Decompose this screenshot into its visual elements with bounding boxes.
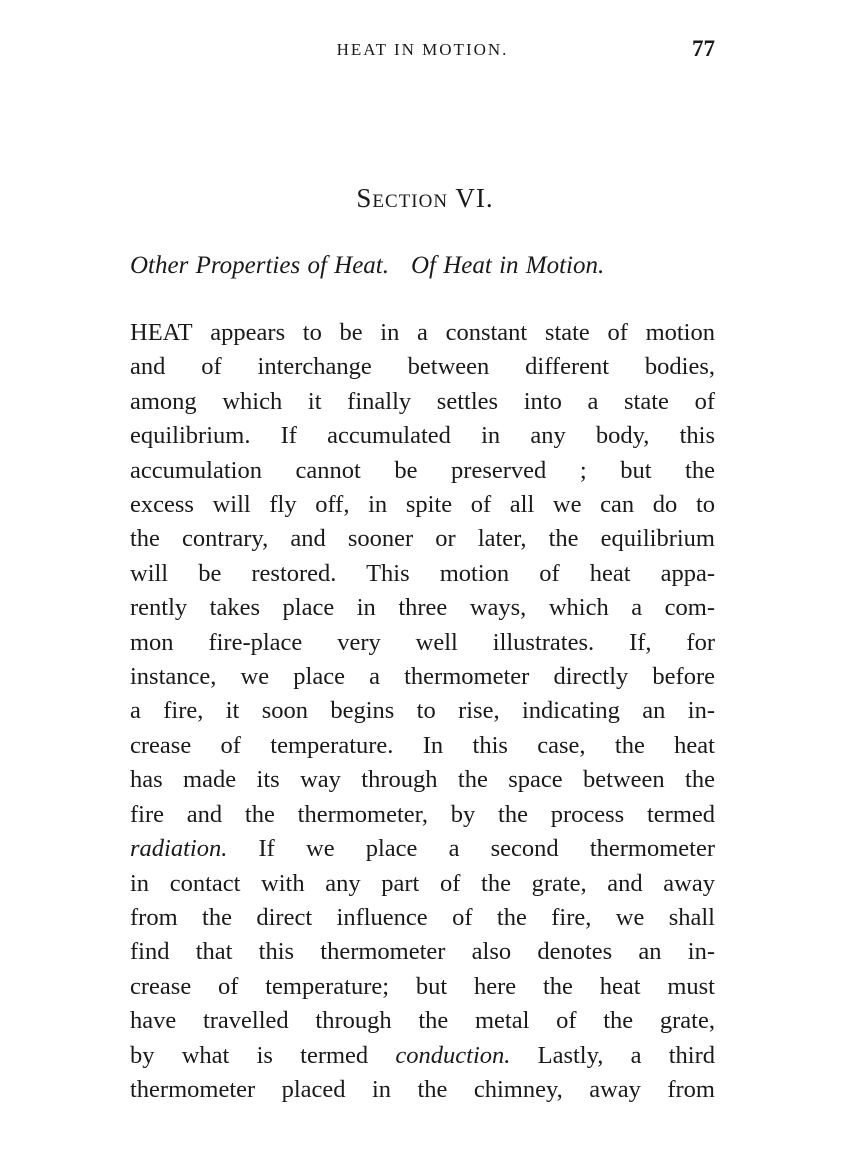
text-line: accumulation cannot be preserved ; but the [130,456,715,484]
text-line: a fire, it soon begins to rise, indicating an in- [130,697,715,725]
text-line: instance, we place a thermometer directly before [130,663,715,691]
body-text [130,316,715,1107]
text-line: from the direct influence of the fire, we shall [130,903,715,931]
text-line: have travelled through the metal of the grate, [130,1007,715,1035]
text-line: will be restored. This motion of heat appa- [130,559,715,587]
section-heading [0,183,850,214]
subtitle-part-1: Other Properties of Heat. [130,252,389,279]
running-title: HEAT IN MOTION. [336,40,509,59]
section-subtitle [130,252,715,280]
subtitle-part-2: Of Heat in Motion. [410,252,605,279]
text-line: find that this thermometer also denotes an in- [130,938,715,966]
text-line: equilibrium. If accumulated in any body, this [130,422,715,450]
term-conduction: conduction. [395,1041,511,1069]
text-line: the contrary, and sooner or later, the equilibrium [130,525,715,553]
text-line: rently takes place in three ways, which a com- [130,594,715,622]
text-line: and of interchange between different bodies, [130,353,715,381]
drop-word: HEAT [130,319,193,346]
text-line: excess will fly off, in spite of all we can do to [130,491,715,519]
text-line: crease of temperature. In this case, the heat [130,731,715,759]
text-line: HEAT appears to be in a constant state of motion [130,319,715,346]
section-number: VI. [455,183,494,213]
text-line: has made its way through the space between the [130,766,715,794]
term-radiation: radiation. [130,835,228,863]
text-line: fire and the thermometer, by the process termed [130,800,715,828]
text-line: crease of temperature; but here the heat must [130,972,715,1000]
page-number: 77 [692,36,715,61]
text-line: among which it finally settles into a state of [130,387,715,415]
text-line: in contact with any part of the grate, and away [130,869,715,897]
text-line: by what is termed conduction. Lastly, a third [130,1041,715,1069]
text-line: mon fire-place very well illustrates. If, for [130,628,715,656]
text-line: thermometer placed in the chimney, away from [130,1075,715,1103]
text-line: radiation. If we place a second thermometer [130,835,715,863]
section-label: Section [356,183,449,213]
running-head [130,36,715,66]
